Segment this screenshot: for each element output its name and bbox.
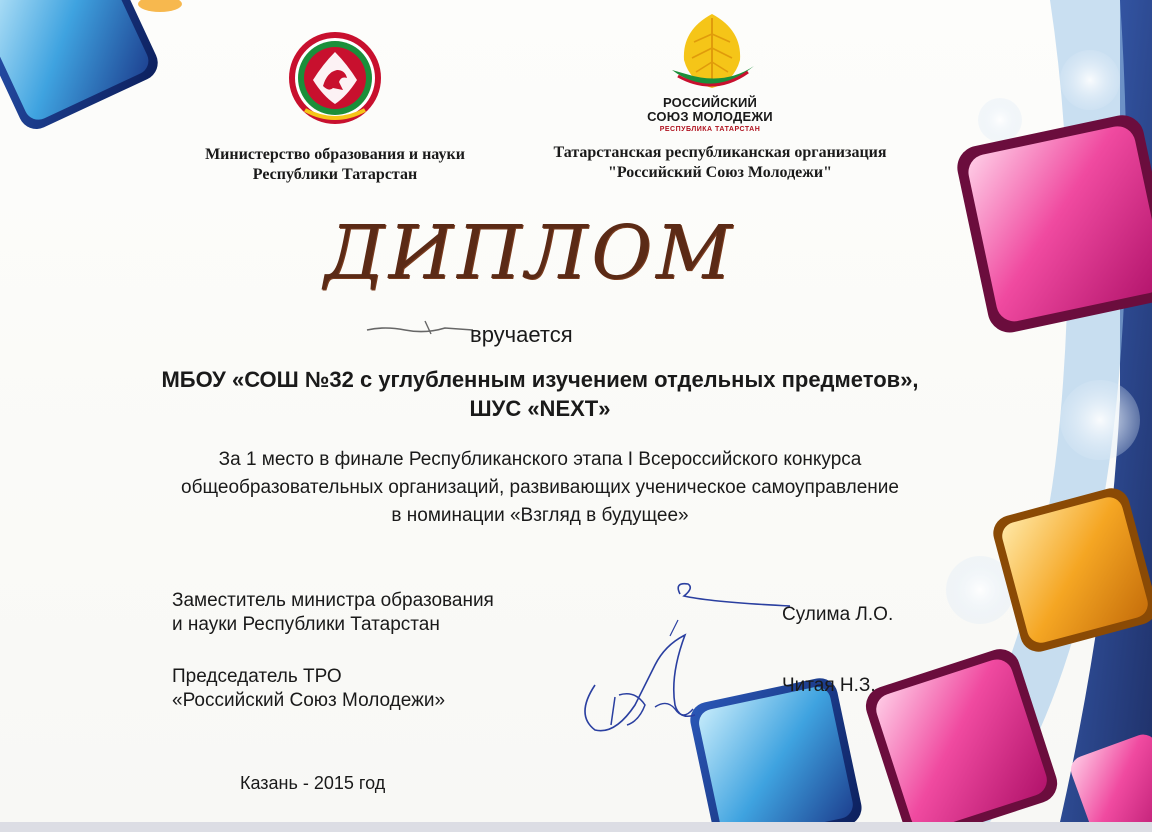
ministry-name-line2: Республики Татарстан (252, 166, 418, 183)
rsm-logo-title-line2: СОЮЗ МОЛОДЕЖИ (647, 109, 773, 124)
rsm-logo-title (620, 96, 800, 124)
youth-union-name-line1: Татарстанская республиканская организация (553, 144, 887, 161)
decor-square-right-pink (953, 111, 1152, 336)
awarded-text: вручается (470, 322, 573, 347)
diploma-title: ДИПЛОМ (324, 210, 736, 296)
signatory-2-name: Читая Н.З. (782, 675, 876, 696)
signatory-1-position-line2: и науки Республики Татарстан (172, 614, 440, 635)
award-reason-line1: За 1 место в финале Республиканского этапа I Всероссийского конкурса (218, 449, 862, 470)
signatory-2-position (172, 665, 572, 713)
recipient-line1: МБОУ «СОШ №32 с углубленным изучением отдельных предметов», (161, 367, 919, 392)
ministry-name (180, 145, 490, 185)
signatory-1-position (172, 589, 572, 637)
rsm-logo-title-line1: РОССИЙСКИЙ (662, 95, 758, 110)
decor-square-top-left (0, 0, 164, 135)
signatory-1-name: Сулима Л.О. (782, 604, 894, 625)
award-reason-line2: общеобразовательных организаций, развивающих ученическое самоуправление (181, 477, 899, 498)
youth-union-name-line2: "Российский Союз Молодежи" (608, 164, 832, 181)
rsm-logo-subtitle: РЕСПУБЛИКА ТАТАРСТАН (659, 126, 761, 133)
signatory-2-position-line1: Председатель ТРО (172, 666, 342, 687)
place-and-year: Казань - 2015 год (240, 773, 386, 793)
award-reason (60, 446, 1020, 530)
recipient-line2: ШУС «NEXT» (469, 396, 611, 421)
scribble-mark (365, 318, 475, 338)
signature-icon (575, 625, 725, 745)
recipient (40, 365, 1040, 423)
signatory-1-position-line1: Заместитель министра образования (172, 590, 494, 611)
bottom-strip (0, 822, 1152, 832)
award-reason-line3: в номинации «Взгляд в будущее» (391, 505, 689, 526)
birch-leaf-logo-icon (664, 10, 760, 94)
ministry-name-line1: Министерство образования и науки (205, 146, 465, 163)
tatarstan-emblem-icon (287, 30, 383, 126)
youth-union-name (540, 143, 900, 183)
signatory-2-position-line2: «Российский Союз Молодежи» (172, 690, 446, 711)
